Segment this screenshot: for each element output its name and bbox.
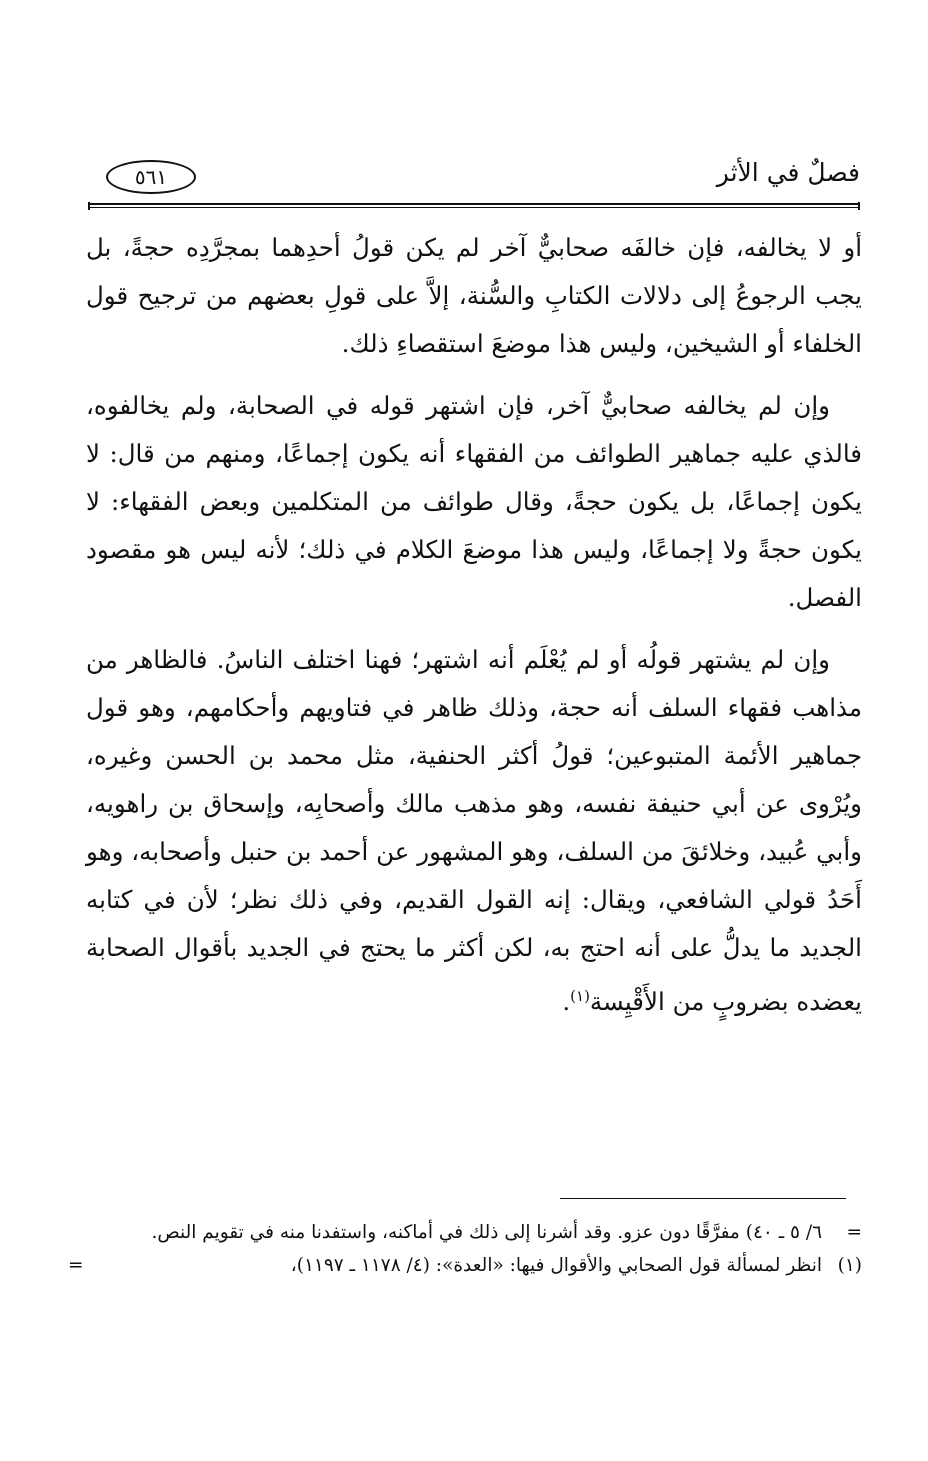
footnote-reference[interactable]: (١) xyxy=(570,987,590,1005)
running-header xyxy=(88,148,860,200)
footnote-1-text: انظر لمسألة قول الصحابي والأقوال فيها: «العدة»: (٤/ ١١٧٨ ـ ١١٩٧)، xyxy=(290,1255,822,1276)
main-text xyxy=(86,224,862,1040)
paragraph-3-text: وإن لم يشتهر قولُه أو لم يُعْلَم أنه اشتهر؛ فهنا اختلف الناسُ. فالظاهر من مذاهب فقهاء السلف أنه حجة، وذلك ظاهر في فتاويهم وأحكامهم، وهو قول جماهير الأئمة المتبوعين؛ قولُ أكثر الحنفية، مثل محمد بن الحسن وغيره، ويُرْوى عن أبي حنيفة نفسه، وهو مذهب مالك وأصحابِه، وإسحاق بن راهويه، وأبي عُبيد، وخلائقَ من السلف، وهو المشهور عن أحمد بن حنبل وأصحابه، وهو أَحَدُ قولي الشافعي، ويقال: إنه القول القديم، وفي ذلك نظر؛ لأن في كتابه الجديد ما يدلُّ على أنه احتج به، لكن أكثر ما يحتج في الجديد بأقوال الصحابة يعضده بضروبٍ من الأَقْيِسة xyxy=(86,645,862,1017)
paragraph-3-end: . xyxy=(562,987,571,1017)
footnote-1-continues-mark: = xyxy=(68,1255,84,1276)
footnote-separator xyxy=(560,1198,846,1199)
footnote-continuation-text: ٦/ ٥ ـ ٤٠) مفرَّقًا دون عزو. وقد أشرنا إلى ذلك في أماكنه، واستفدنا منه في تقويم النص. xyxy=(151,1222,822,1243)
footnote-1 xyxy=(68,1249,862,1282)
chapter-title: فصلٌ في الأثر xyxy=(716,158,860,187)
paragraph-3 xyxy=(86,636,862,1026)
header-divider xyxy=(88,203,860,208)
paragraph-1: أو لا يخالفه، فإن خالفَه صحابيٌّ آخر لم يكن قولُ أحدِهما بمجرَّدِه حجةً، بل يجب الرجوعُ إلى دلالات الكتابِ والسُّنة، إلاَّ على قولِ بعضهم من ترجيح قول الخلفاء أو الشيخين، وليس هذا موضعَ استقصاءِ ذلك. xyxy=(86,233,862,358)
footnote-continuation xyxy=(68,1216,862,1249)
continuation-mark: = xyxy=(846,1222,862,1243)
footnote-1-number: (١) xyxy=(837,1255,862,1276)
footnotes xyxy=(68,1216,862,1282)
paragraph-2: وإن لم يخالفه صحابيٌّ آخر، فإن اشتهر قوله في الصحابة، ولم يخالفوه، فالذي عليه جماهير الطوائف من الفقهاء أنه يكون إجماعًا، ومنهم من قال: لا يكون إجماعًا، بل يكون حجةً، وقال طوائف من المتكلمين وبعض الفقهاء: لا يكون حجةً ولا إجماعًا، وليس هذا موضعَ الكلام في ذلك؛ لأنه ليس هو مقصود الفصل. xyxy=(86,391,862,612)
page-number-badge: ٥٦١ xyxy=(106,160,196,194)
